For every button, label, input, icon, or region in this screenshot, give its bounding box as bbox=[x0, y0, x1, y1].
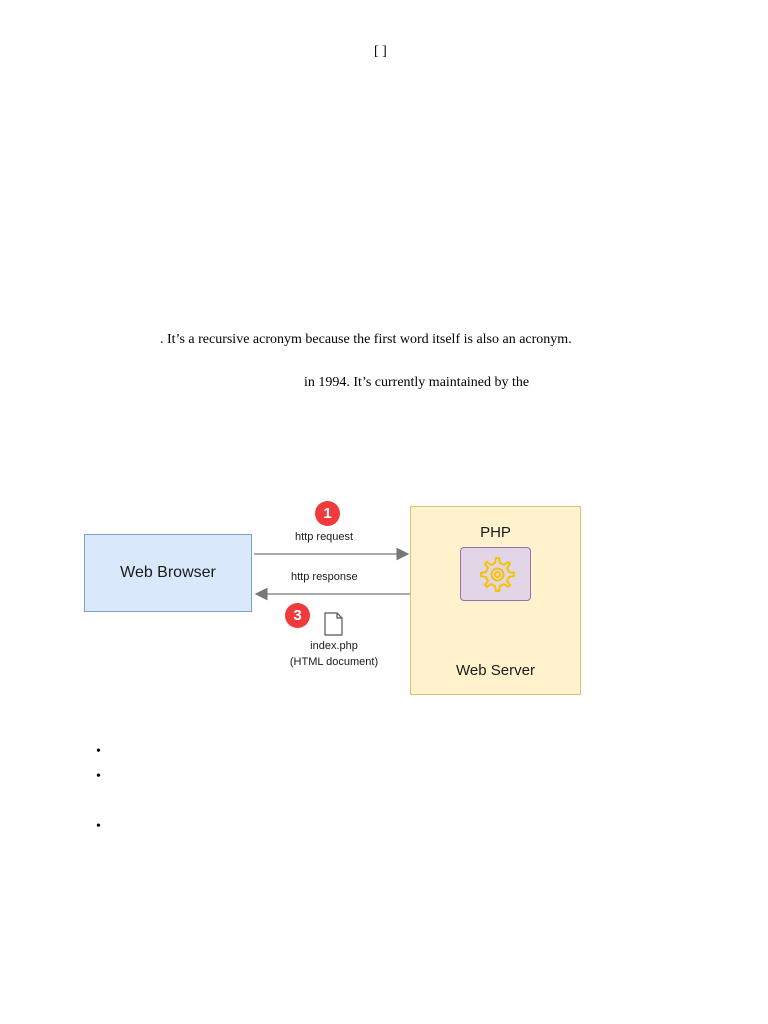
header-bracket: [ ] bbox=[374, 44, 387, 59]
http-request-label: http request bbox=[295, 531, 354, 543]
document-description: (HTML document) bbox=[289, 656, 379, 668]
list-item: • bbox=[96, 819, 101, 834]
web-server-box bbox=[410, 506, 581, 695]
list-item: • bbox=[96, 744, 101, 759]
php-request-diagram bbox=[80, 498, 590, 703]
http-response-label: http response bbox=[291, 571, 358, 583]
web-server-label: Web Server bbox=[456, 662, 535, 679]
document-name: index.php bbox=[310, 640, 358, 652]
gear-icon bbox=[476, 554, 516, 594]
php-engine-box bbox=[460, 547, 531, 601]
php-label: PHP bbox=[480, 524, 511, 541]
paragraph-line-1: . It’s a recursive acronym because the first word itself is also an acronym. bbox=[160, 332, 572, 347]
paragraph-line-2: in 1994. It’s currently maintained by the bbox=[304, 375, 530, 390]
web-browser-label: Web Browser bbox=[120, 564, 216, 581]
step-badge-1: 1 bbox=[315, 501, 340, 526]
step-badge-3: 3 bbox=[285, 603, 310, 628]
web-browser-box bbox=[84, 534, 252, 612]
list-item: • bbox=[96, 769, 101, 784]
document-icon bbox=[325, 613, 342, 635]
